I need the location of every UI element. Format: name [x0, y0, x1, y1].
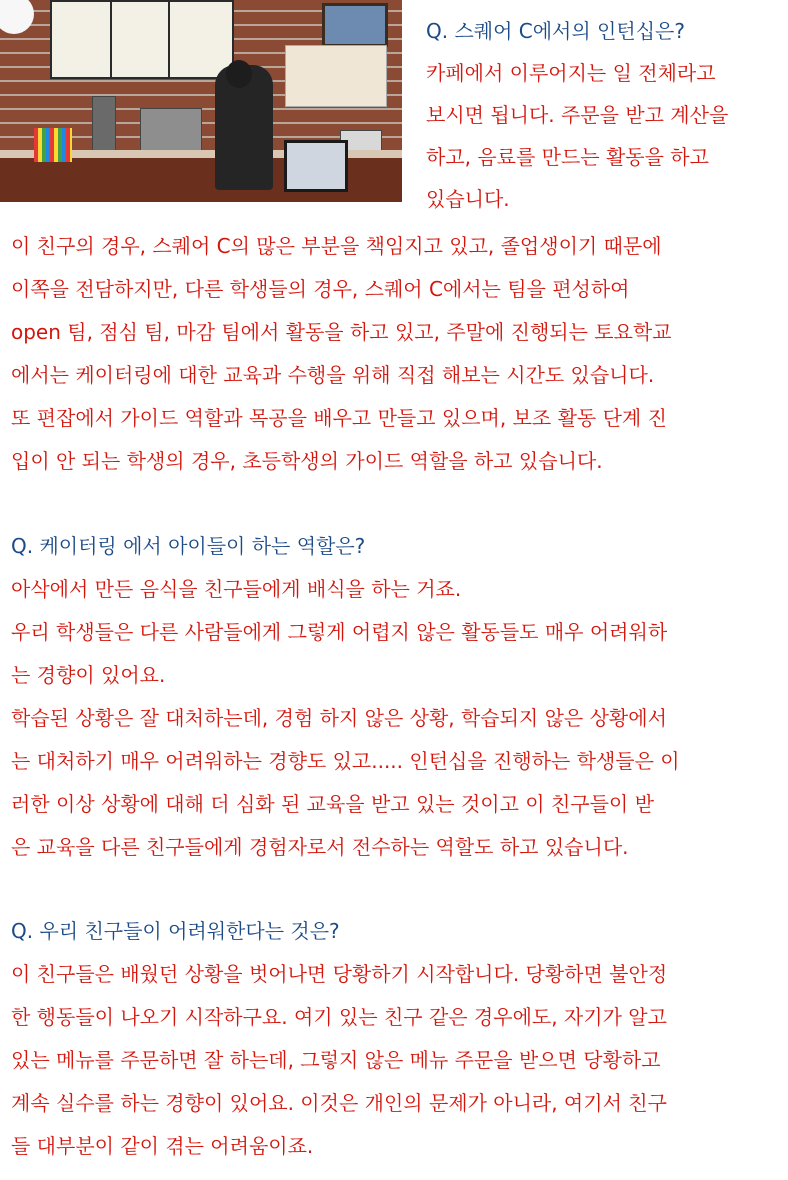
answer-2-line: 아삭에서 만든 음식을 친구들에게 배식을 하는 거죠. — [11, 577, 462, 601]
answer-1-line: 또 편잡에서 가이드 역할과 목공을 배우고 만들고 있으며, 보조 활동 단계 진 — [11, 406, 667, 430]
barista-head — [226, 60, 252, 88]
answer-3-line: 이 친구들은 배웠던 상황을 벗어나면 당황하기 시작합니다. 당황하면 불안정 — [11, 962, 668, 986]
answer-3-line: 있는 메뉴를 주문하면 잘 하는데, 그렇지 않은 메뉴 주문을 받으면 당황하고 — [11, 1048, 661, 1072]
answer-1-line: 보시면 됩니다. 주문을 받고 계산을 — [426, 103, 729, 127]
answer-3-line: 한 행동들이 나오기 시작하구요. 여기 있는 친구 같은 경우에도, 자기가 알고 — [11, 1005, 667, 1029]
answer-2-line: 는 경향이 있어요. — [11, 663, 166, 687]
answer-2-line: 는 대처하기 매우 어려워하는 경향도 있고..... 인턴십을 진행하는 학생들은 이 — [11, 749, 680, 773]
answer-1-line: 에서는 케이터링에 대한 교육과 수행을 위해 직접 해보는 시간도 있습니다. — [11, 363, 655, 387]
answer-2-line: 학습된 상황은 잘 대처하는데, 경험 하지 않은 상황, 학습되지 않은 상황에서 — [11, 706, 667, 730]
answer-1-line: 입이 안 되는 학생의 경우, 초등학생의 가이드 역할을 하고 있습니다. — [11, 449, 603, 473]
answer-2-line: 러한 이상 상황에 대해 더 심화 된 교육을 받고 있는 것이고 이 친구들이 받 — [11, 792, 654, 816]
wall-picture — [322, 3, 388, 47]
question-2: Q. 케이터링 에서 아이들이 하는 역할은? — [11, 534, 366, 558]
question-3: Q. 우리 친구들이 어려워한다는 것은? — [11, 919, 340, 943]
answer-3-line: 들 대부분이 같이 겪는 어려움이죠. — [11, 1134, 314, 1158]
pos-monitor — [284, 140, 348, 192]
question-1: Q. 스퀘어 C에서의 인턴십은? — [426, 19, 685, 43]
answer-2-line: 우리 학생들은 다른 사람들에게 그렇게 어렵지 않은 활동들도 매우 어려워하 — [11, 620, 668, 644]
answer-1-line: 이 친구의 경우, 스퀘어 C의 많은 부분을 책임지고 있고, 졸업생이기 때문에 — [11, 234, 662, 258]
answer-1-line: 카페에서 이루어지는 일 전체라고 — [426, 61, 716, 85]
answer-3-line: 계속 실수를 하는 경향이 있어요. 이것은 개인의 문제가 아니라, 여기서 친구 — [11, 1091, 667, 1115]
straws — [34, 128, 72, 162]
answer-1-line: 있습니다. — [426, 187, 510, 211]
shelf — [285, 45, 387, 107]
answer-1-line: 하고, 음료를 만드는 활동을 하고 — [426, 145, 709, 169]
grinder — [92, 96, 116, 154]
answer-1-line: open 팀, 점심 팀, 마감 팀에서 활동을 하고 있고, 주말에 진행되는 토요학교 — [11, 320, 672, 344]
menu-board — [110, 0, 170, 79]
answer-1-line: 이쪽을 전담하지만, 다른 학생들의 경우, 스퀘어 C에서는 팀을 편성하여 — [11, 277, 630, 301]
menu-board — [50, 0, 112, 79]
espresso-machine — [140, 108, 202, 152]
answer-2-line: 은 교육을 다른 친구들에게 경험자로서 전수하는 역할도 하고 있습니다. — [11, 835, 629, 859]
cafe-photo — [0, 0, 402, 202]
